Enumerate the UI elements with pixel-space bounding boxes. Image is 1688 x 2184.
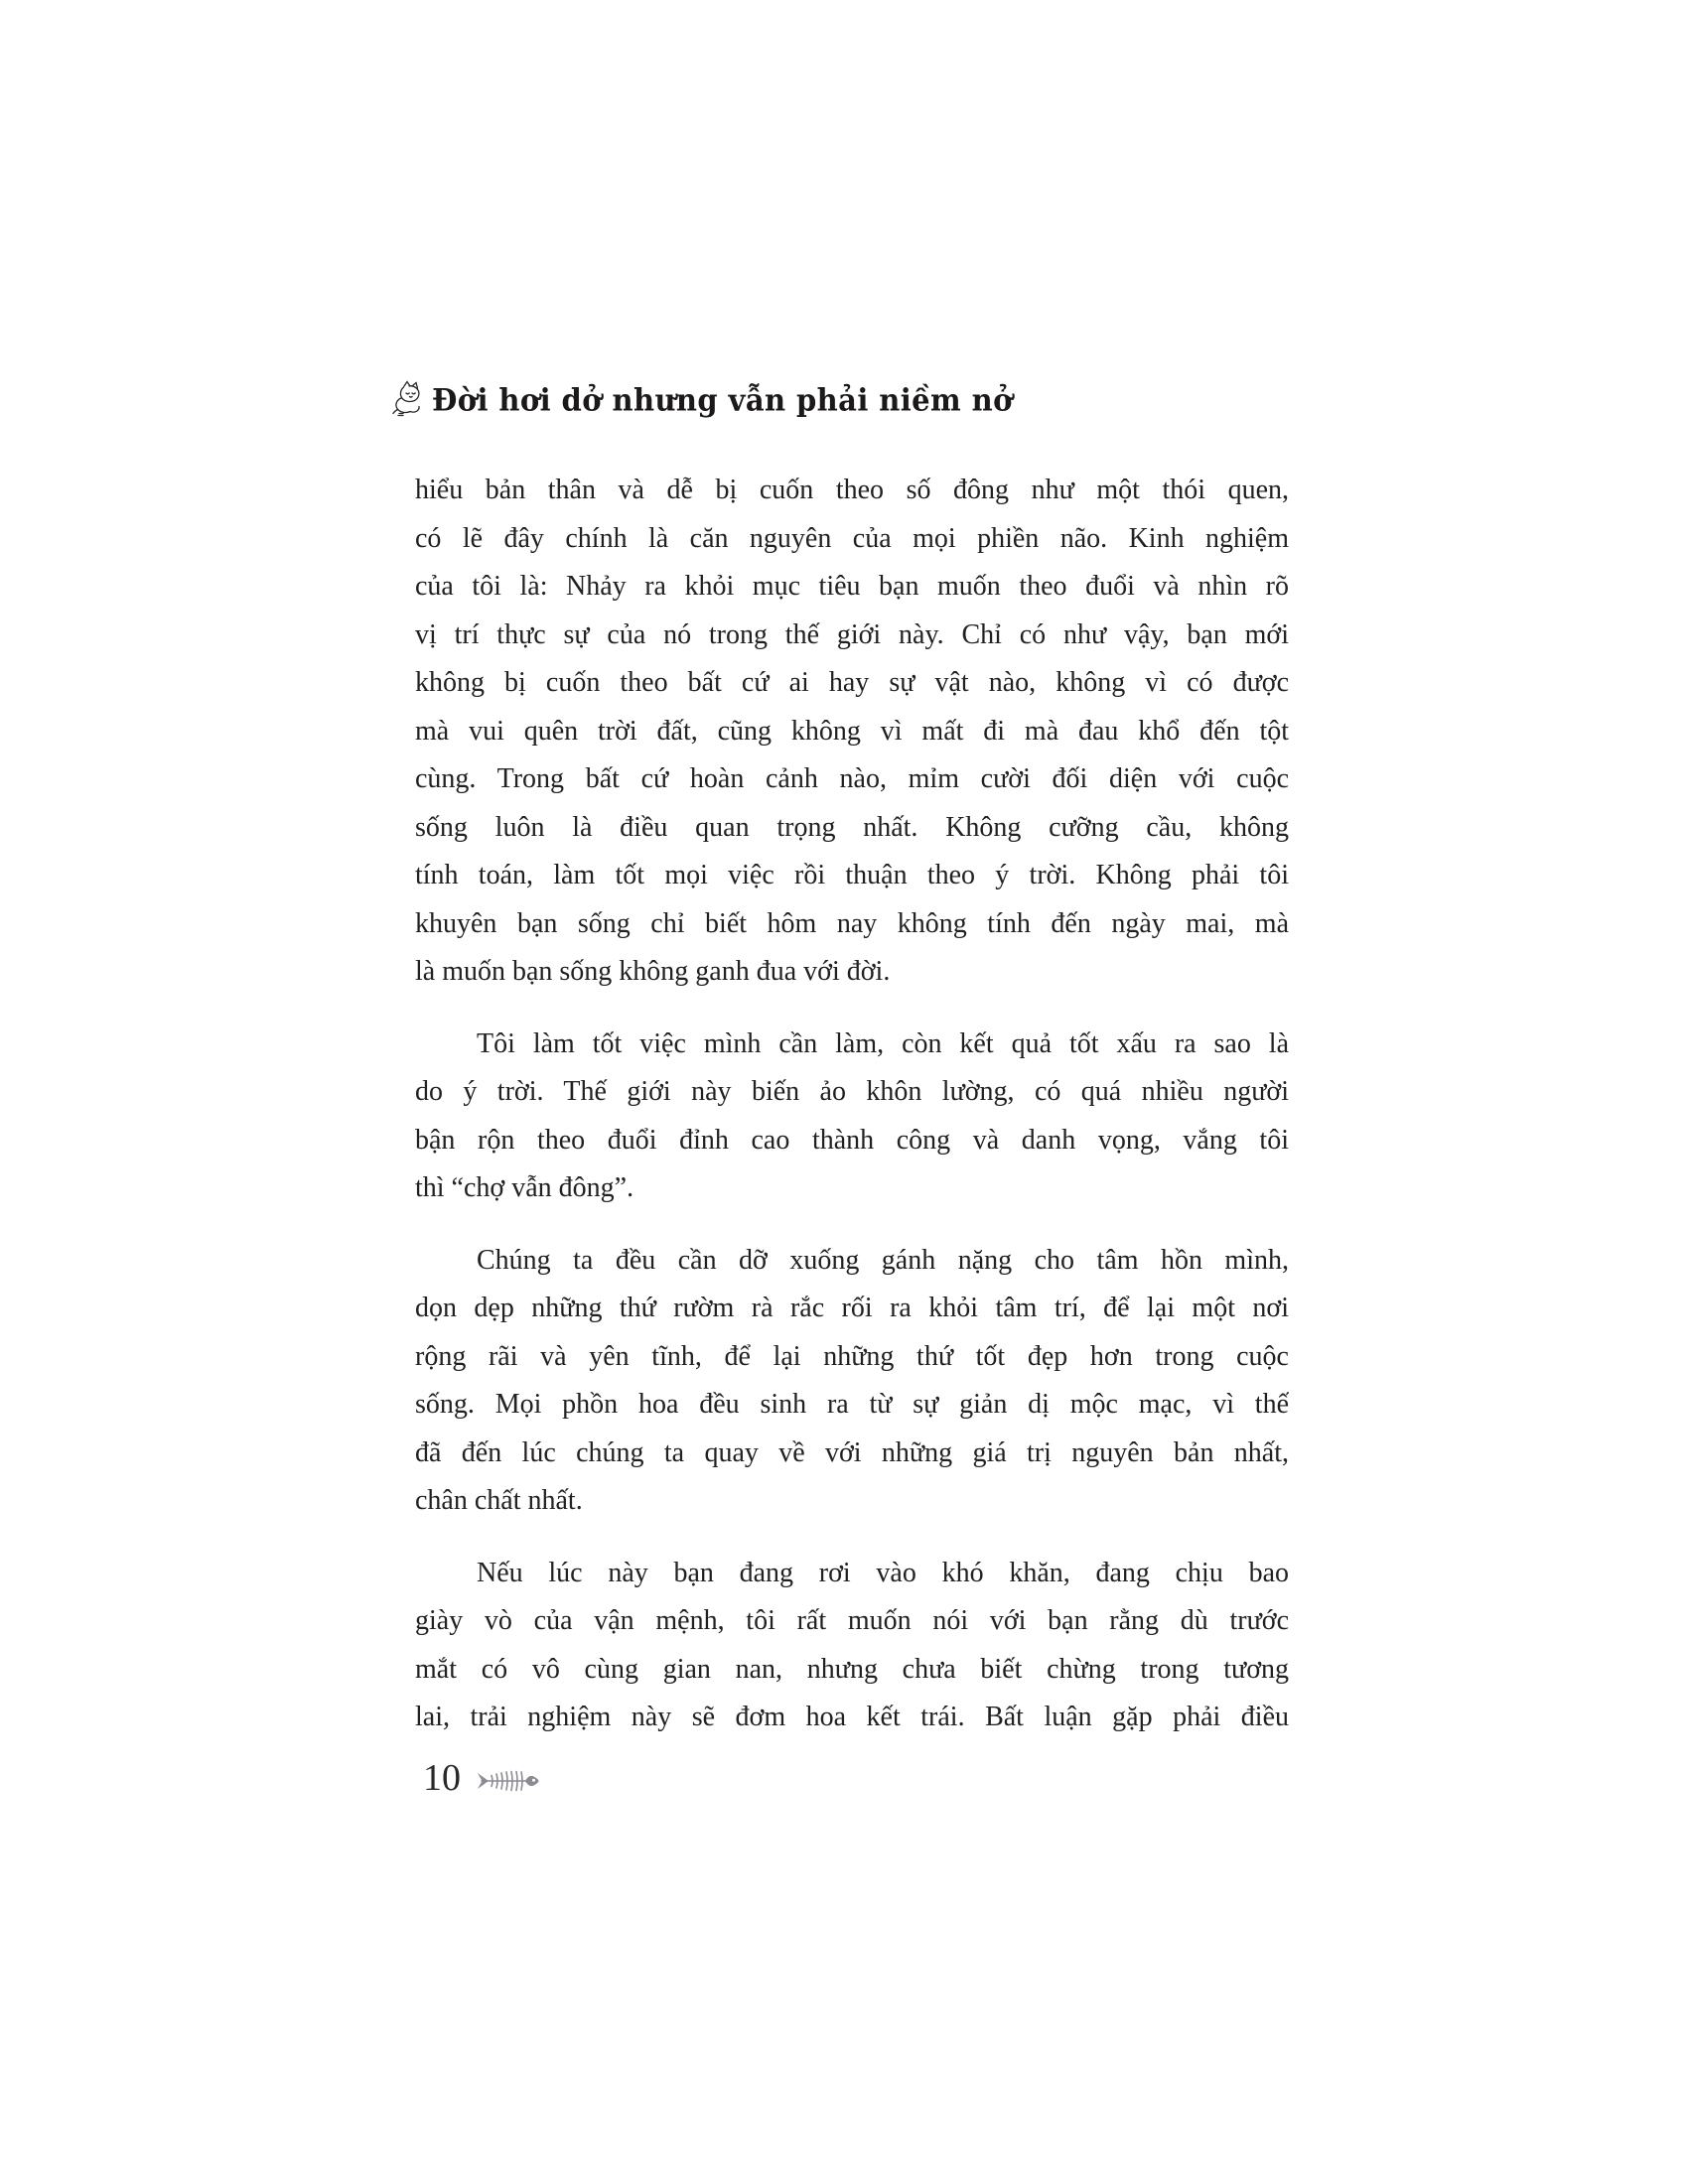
paragraph <box>415 1550 1289 1742</box>
text-line: sống. Mọi phồn hoa đều sinh ra từ sự giản dị mộc mạc, vì thế <box>415 1389 1289 1420</box>
text-line: hiểu bản thân và dễ bị cuốn theo số đông như một thói quen, <box>415 475 1289 505</box>
text-line: là muốn bạn sống không ganh đua với đời. <box>415 956 891 987</box>
text-line: do ý trời. Thế giới này biến ảo khôn lường, có quá nhiều người <box>415 1076 1289 1107</box>
paragraph <box>415 1237 1289 1526</box>
paragraph <box>415 1021 1289 1213</box>
text-line: đã đến lúc chúng ta quay về với những giá trị nguyên bản nhất, <box>415 1436 1289 1468</box>
paragraph <box>415 467 1289 997</box>
text-line: rộng rãi và yên tĩnh, để lại những thứ tốt đẹp hơn trong cuộc <box>415 1340 1289 1372</box>
text-line: chân chất nhất. <box>415 1485 583 1516</box>
text-line: sống luôn là điều quan trọng nhất. Không cưỡng cầu, không <box>415 811 1289 843</box>
text-line: giày vò của vận mệnh, tôi rất muốn nói với bạn rằng dù trước <box>415 1605 1289 1636</box>
text-line: thì “chợ vẫn đông”. <box>415 1172 634 1203</box>
page-footer <box>423 1759 539 1797</box>
running-header <box>391 380 1013 418</box>
text-line: mà vui quên trời đất, cũng không vì mất đi mà đau khổ đến tột <box>415 715 1289 747</box>
text-line: vị trí thực sự của nó trong thế giới này. Chỉ có như vậy, bạn mới <box>415 618 1289 650</box>
text-line: có lẽ đây chính là căn nguyên của mọi phiền não. Kinh nghiệm <box>415 522 1289 554</box>
text-line: dọn dẹp những thứ rườm rà rắc rối ra khỏi tâm trí, để lại một nơi <box>415 1293 1289 1323</box>
text-line: cùng. Trong bất cứ hoàn cảnh nào, mỉm cười đối diện với cuộc <box>415 763 1289 794</box>
running-header-title: Đời hơi dở nhưng vẫn phải niềm nở <box>432 382 1013 419</box>
text-line: của tôi là: Nhảy ra khỏi mục tiêu bạn muốn theo đuổi và nhìn rõ <box>415 571 1289 602</box>
text-line: tính toán, làm tốt mọi việc rồi thuận theo ý trời. Không phải tôi <box>415 860 1289 890</box>
page-number: 10 <box>423 1757 461 1799</box>
text-line: Tôi làm tốt việc mình cần làm, còn kết quả tốt xấu ra sao là <box>477 1027 1289 1059</box>
text-line: Chúng ta đều cần dỡ xuống gánh nặng cho tâm hồn mình, <box>477 1244 1289 1276</box>
cat-doodle-icon <box>391 380 425 418</box>
text-line: lai, trải nghiệm này sẽ đơm hoa kết trái. Bất luận gặp phải điều <box>415 1702 1289 1732</box>
text-line: Nếu lúc này bạn đang rơi vào khó khăn, đang chịu bao <box>477 1557 1289 1588</box>
text-line: bận rộn theo đuổi đỉnh cao thành công và danh vọng, vắng tôi <box>415 1124 1289 1156</box>
text-line: khuyên bạn sống chỉ biết hôm nay không tính đến ngày mai, mà <box>415 907 1289 939</box>
text-line: không bị cuốn theo bất cứ ai hay sự vật nào, không vì có được <box>415 667 1289 698</box>
text-line: mắt có vô cùng gian nan, nhưng chưa biết chừng trong tương <box>415 1653 1289 1685</box>
body-text-block <box>415 467 1289 1742</box>
fishbone-icon <box>476 1766 539 1796</box>
